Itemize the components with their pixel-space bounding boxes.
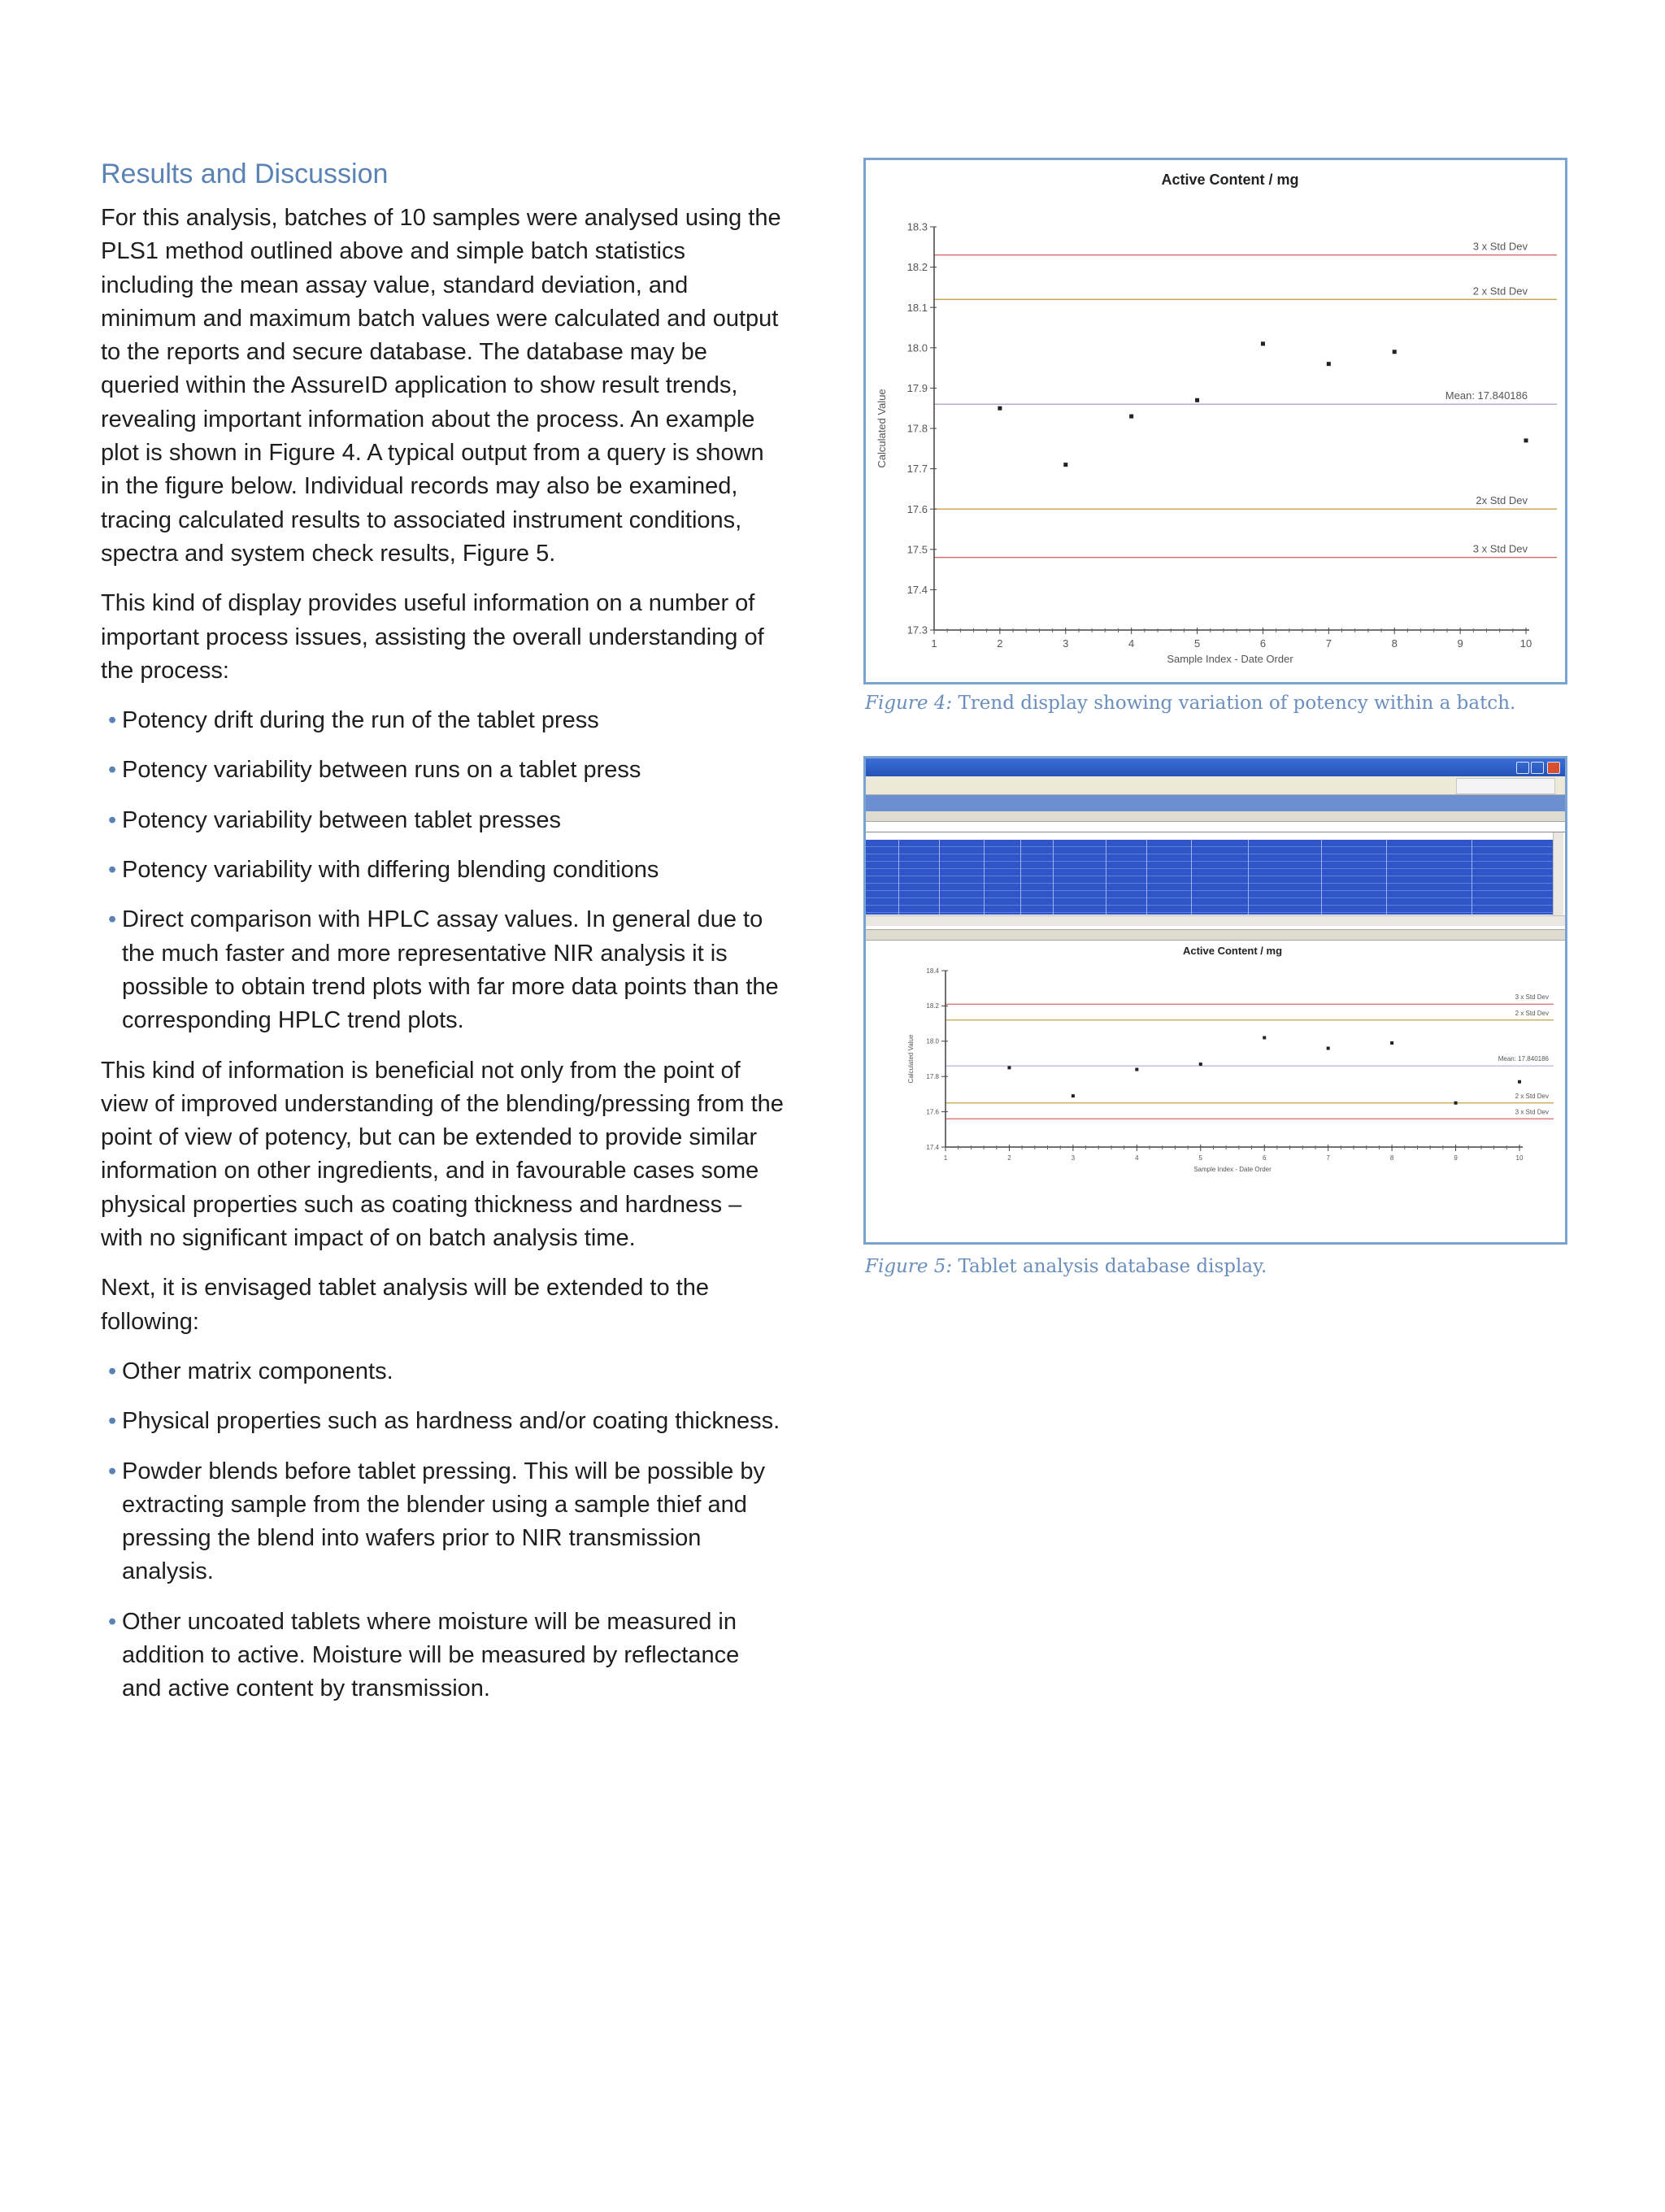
x-axis-label: Sample Index - Date Order (1193, 1166, 1272, 1173)
data-point (1524, 438, 1528, 442)
list-item-text: Potency drift during the run of the tablet press (122, 707, 599, 734)
reference-line-label: 3 x Std Dev (1515, 1108, 1549, 1116)
chart-pane-bar (866, 929, 1565, 941)
list-item (101, 704, 784, 737)
section-title: Results and Discussion (101, 159, 389, 189)
list-item-text: Physical properties such as hardness and/or coating thickness. (122, 1408, 780, 1435)
y-tick-label: 18.0 (906, 341, 928, 354)
x-tick-label: 2 (1007, 1154, 1011, 1162)
x-tick-label: 9 (1454, 1154, 1458, 1162)
y-tick-label: 17.8 (906, 422, 928, 435)
x-tick-label: 1 (931, 637, 937, 650)
list-item (101, 903, 784, 1037)
data-point (1261, 341, 1265, 345)
data-point (1327, 1046, 1330, 1050)
brand-logo (1456, 778, 1555, 794)
paragraph-display: This kind of display provides useful information on a number of important process issues, assisting the overall understanding of the process: (101, 590, 764, 684)
reference-line-label: 3 x Std Dev (1515, 993, 1549, 1002)
x-tick-label: 7 (1325, 637, 1332, 650)
y-tick-label: 18.0 (926, 1037, 939, 1045)
table-row (866, 832, 1565, 840)
process-issues-list (101, 704, 784, 1037)
data-point (1327, 362, 1331, 366)
x-axis-label: Sample Index - Date Order (1167, 653, 1293, 665)
list-item (101, 1455, 784, 1589)
list-item-text: Other matrix components. (122, 1358, 393, 1384)
paragraph-benefits: This kind of information is beneficial not only from the point of view of improved understanding of the blending/pressing from the point of view of potency, but can be extended to provide similar information on other ingredients, and in favourable cases some physical properties such as coating thickness and hardness – with no significant impact of on batch analysis time. (101, 1057, 784, 1252)
reference-line-label: 3 x Std Dev (1472, 542, 1528, 555)
data-point (1393, 350, 1397, 354)
column-divider (1020, 840, 1021, 915)
close-icon (1547, 762, 1560, 774)
x-tick-label: 1 (943, 1154, 948, 1162)
table-header (866, 822, 1565, 832)
reference-line-label: 2 x Std Dev (1472, 285, 1528, 298)
y-tick-label: 17.4 (906, 583, 928, 596)
x-tick-label: 6 (1262, 1154, 1267, 1162)
data-point (1454, 1102, 1458, 1105)
maximize-icon (1531, 762, 1544, 774)
bullet-icon: • (108, 1608, 117, 1635)
window-title-bar (866, 758, 1565, 776)
data-point (1063, 463, 1067, 467)
data-point (1263, 1036, 1266, 1039)
chart-title: Active Content / mg (1182, 945, 1283, 957)
y-tick-label: 18.4 (926, 967, 939, 975)
vertical-scrollbar[interactable] (1553, 832, 1563, 916)
database-trend-chart (866, 940, 1565, 1242)
figure-5 (863, 756, 1567, 1245)
list-item-text: Direct comparison with HPLC assay values. In general due to the much faster and more representative NIR analysis it is possible to obtain trend plots with far more data points than the corresponding HPLC trend plots. (122, 906, 779, 1034)
data-point (1135, 1068, 1138, 1071)
reference-line-label: 3 x Std Dev (1472, 240, 1528, 253)
x-tick-label: 3 (1071, 1154, 1076, 1162)
results-bar (866, 811, 1565, 822)
x-tick-label: 5 (1193, 637, 1201, 650)
figure-4-caption (865, 693, 1515, 714)
list-item-text: Potency variability with differing blending conditions (122, 857, 659, 884)
bullet-icon: • (108, 707, 117, 734)
x-tick-label: 2 (997, 637, 1003, 650)
y-tick-label: 17.8 (926, 1073, 939, 1080)
figure-4 (863, 158, 1567, 684)
data-point (1518, 1080, 1521, 1084)
caption-text: Tablet analysis database display. (952, 1256, 1267, 1277)
list-item (101, 854, 784, 887)
reference-line-label: 2x Std Dev (1476, 494, 1528, 507)
list-item (101, 804, 784, 837)
y-tick-label: 17.3 (906, 624, 928, 637)
y-axis-label: Calculated Value (876, 389, 888, 468)
x-tick-label: 5 (1198, 1154, 1203, 1162)
text-column (101, 154, 784, 1723)
list-item (101, 1606, 784, 1706)
data-point (1195, 398, 1199, 402)
reference-line-label: 2 x Std Dev (1515, 1092, 1549, 1100)
column-divider (984, 840, 985, 915)
column-divider (1053, 840, 1054, 915)
data-point (1007, 1066, 1011, 1069)
bullet-icon: • (108, 906, 117, 933)
data-point (1129, 415, 1133, 419)
list-item-text: Other uncoated tablets where moisture will be measured in addition to active. Moisture will be measured by reflectance and active content by transmission. (122, 1608, 740, 1702)
data-point (1072, 1094, 1075, 1097)
list-item (101, 754, 784, 787)
future-work-list (101, 1355, 784, 1706)
x-tick-label: 4 (1128, 637, 1135, 650)
y-tick-label: 17.7 (906, 463, 928, 476)
y-tick-label: 17.6 (926, 1108, 939, 1116)
window-menu-bar (866, 776, 1565, 795)
data-point (998, 406, 1002, 411)
reference-line-label: 2 x Std Dev (1515, 1009, 1549, 1017)
column-divider (1191, 840, 1192, 915)
list-item (101, 1405, 784, 1438)
bullet-icon: • (108, 857, 117, 884)
x-tick-label: 4 (1135, 1154, 1139, 1162)
list-item (101, 1355, 784, 1388)
list-item-text: Powder blends before tablet pressing. This will be possible by extracting sample from the blender using a sample thief and pressing the blend into wafers prior to NIR transmission analysis. (122, 1458, 765, 1585)
y-tick-label: 17.4 (926, 1143, 939, 1151)
caption-label: Figure 4: (865, 693, 953, 714)
list-item-text: Potency variability between tablet presses (122, 806, 562, 833)
bullet-icon: • (108, 806, 117, 833)
column-divider (1321, 840, 1322, 915)
x-tick-label: 8 (1391, 637, 1398, 650)
bullet-icon: • (108, 1458, 117, 1484)
column-divider (1146, 840, 1147, 915)
caption-label: Figure 5: (865, 1256, 953, 1277)
y-tick-label: 17.6 (906, 502, 928, 515)
y-tick-label: 18.3 (906, 220, 928, 233)
figure-5-caption (865, 1256, 1267, 1277)
reference-line-label: Mean: 17.840186 (1445, 389, 1528, 402)
x-tick-label: 8 (1389, 1154, 1394, 1162)
x-tick-label: 10 (1519, 637, 1532, 650)
caption-text: Trend display showing variation of potency within a batch. (952, 693, 1516, 714)
bullet-icon: • (108, 1408, 117, 1435)
y-tick-label: 18.2 (926, 1002, 939, 1010)
view-bar (866, 795, 1565, 811)
selected-rows (866, 840, 1553, 915)
y-tick-label: 18.2 (906, 261, 928, 274)
x-tick-label: 3 (1063, 637, 1069, 650)
column-divider (939, 840, 940, 915)
reference-line-label: Mean: 17.840186 (1498, 1055, 1549, 1063)
x-tick-label: 6 (1259, 637, 1267, 650)
x-tick-label: 9 (1457, 637, 1463, 650)
bullet-icon: • (108, 1358, 117, 1384)
minimize-icon (1516, 762, 1529, 774)
x-tick-label: 10 (1515, 1154, 1524, 1162)
y-tick-label: 17.5 (906, 543, 928, 556)
data-point (1390, 1041, 1393, 1045)
chart-title: Active Content / mg (1161, 172, 1299, 188)
data-point (1199, 1063, 1202, 1066)
column-divider (1248, 840, 1249, 915)
column-divider (898, 840, 899, 915)
paragraph-next: Next, it is envisaged tablet analysis will be extended to the following: (101, 1275, 709, 1335)
x-tick-label: 7 (1326, 1154, 1330, 1162)
paragraph-intro: For this analysis, batches of 10 samples were analysed using the PLS1 method outlined above and simple batch statistics including the mean assay value, standard deviation, and minimum and maximum batch values were calculated and output to the reports and secure database. The database may be queried within the AssureID application to show result trends, revealing important information about the process. An example plot is shown in Figure 4. A typical output from a query is shown in the figure below. Individual records may also be examined, tracing calculated results to associated instrument conditions, spectra and system check results, Figure 5. (101, 205, 781, 567)
y-tick-label: 18.1 (906, 301, 928, 314)
list-item-text: Potency variability between runs on a tablet press (122, 757, 641, 784)
trend-chart (866, 160, 1565, 682)
y-tick-label: 17.9 (906, 381, 928, 394)
bullet-icon: • (108, 757, 117, 784)
y-axis-label: Calculated Value (907, 1034, 915, 1084)
horizontal-scrollbar[interactable] (866, 915, 1565, 926)
column-divider (1386, 840, 1387, 915)
